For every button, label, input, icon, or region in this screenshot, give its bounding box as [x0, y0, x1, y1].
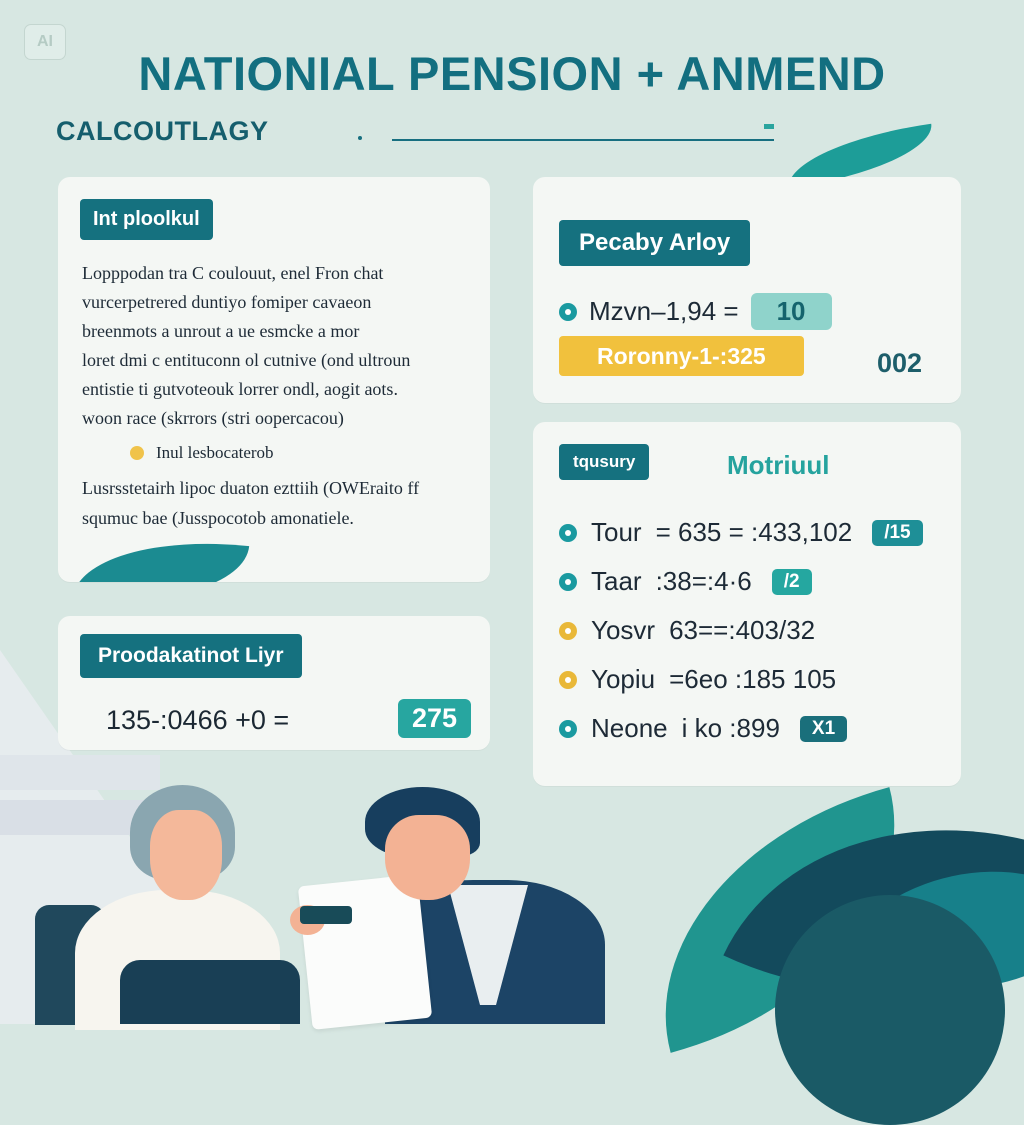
- payout-card: [533, 177, 961, 403]
- bullet-icon: [559, 720, 577, 738]
- summary-list: [559, 508, 923, 753]
- summary-row: [559, 557, 923, 606]
- page-title: NATIONIAL PENSION + ANMEND: [138, 47, 886, 100]
- intro-line: squmuc bae (Jusspocotob amonatiele.: [82, 508, 354, 528]
- woman-face-illustration: [150, 810, 222, 900]
- summary-row: [559, 704, 923, 753]
- woman-lap-illustration: [120, 960, 300, 1024]
- payout-highlight: Roronny-1-:325: [559, 336, 804, 376]
- bullet-icon: [559, 524, 577, 542]
- summary-heading: Motriuul: [727, 450, 830, 480]
- summary-row-name: Tour: [591, 517, 642, 547]
- payout-tag: Pecaby Arloy: [559, 220, 750, 266]
- payout-value: 10: [751, 293, 832, 330]
- summary-row: [559, 508, 923, 557]
- payout-row: [559, 293, 832, 330]
- intro-line: loret dmi c entituconn ol cutnive (ond ultroun: [82, 350, 411, 370]
- summary-row: [559, 655, 923, 704]
- summary-row: [559, 606, 923, 655]
- summary-row-name: Yopiu: [591, 664, 656, 694]
- man-face-illustration: [385, 815, 470, 900]
- production-result: 275: [398, 699, 471, 738]
- intro-line: Lopppodan tra C coulouut, enel Fron chat: [82, 263, 384, 283]
- intro-line: breenmots a unrout a ue esmcke a mor: [82, 321, 360, 341]
- intro-line: Lusrsstetairh lipoc duaton ezttiih (OWEraito ff: [82, 478, 420, 498]
- summary-row-badge: /15: [872, 520, 922, 546]
- phone-icon: [300, 906, 352, 924]
- bullet-icon: [559, 573, 577, 591]
- intro-line: entistie ti gutvoteouk lorrer ondl, aogit aots.: [82, 379, 398, 399]
- intro-bullet: [130, 443, 274, 463]
- divider-dot: [358, 136, 362, 140]
- bullet-icon: [559, 622, 577, 640]
- payout-side-value: 002: [877, 348, 923, 378]
- intro-bullet-text: Inul lesbocaterob: [156, 443, 274, 462]
- intro-line: vurcerpetrered duntiyo fomiper cavaeon: [82, 292, 372, 312]
- summary-row-formula: = 635 = :433,102: [655, 517, 853, 547]
- summary-row-name: Taar: [591, 566, 642, 596]
- production-formula: 135-:0466 +0 =: [106, 705, 290, 735]
- payout-row: [559, 343, 804, 370]
- intro-card: [58, 177, 490, 582]
- summary-row-name: Yosvr: [591, 615, 656, 645]
- header-divider: [392, 139, 774, 141]
- summary-row-badge: /2: [772, 569, 812, 595]
- summary-row-name: Neone: [591, 713, 668, 743]
- divider-mark: [764, 124, 774, 129]
- intro-paragraph: [82, 259, 482, 433]
- ai-badge: AI: [24, 24, 66, 60]
- bullet-icon: [559, 671, 577, 689]
- summary-row-formula: :38=:4·6: [655, 566, 752, 596]
- intro-line: woon race (skrrors (stri oopercacou): [82, 408, 344, 428]
- intro-paragraph-2: [82, 473, 482, 533]
- summary-row-formula: =6eo :185 105: [669, 664, 837, 694]
- leaf-decoration: [73, 528, 249, 582]
- page-subtitle: CALCOUTLAGY: [56, 116, 269, 146]
- intro-tag: Int ploolkul: [80, 199, 213, 240]
- summary-row-formula: i ko :899: [681, 713, 780, 743]
- summary-tag: tqusury: [559, 444, 649, 480]
- payout-formula: Mzvn–1,94 =: [589, 296, 739, 326]
- production-tag: Proodakatinot Liyr: [80, 634, 302, 678]
- bullet-icon: [130, 446, 144, 460]
- globe-decoration: [775, 895, 1005, 1125]
- production-card: [58, 616, 490, 750]
- summary-row-formula: 63==:403/32: [669, 615, 816, 645]
- summary-card: [533, 422, 961, 786]
- summary-row-badge: X1: [800, 716, 847, 742]
- background-stripe: [0, 755, 160, 790]
- bullet-icon: [559, 303, 577, 321]
